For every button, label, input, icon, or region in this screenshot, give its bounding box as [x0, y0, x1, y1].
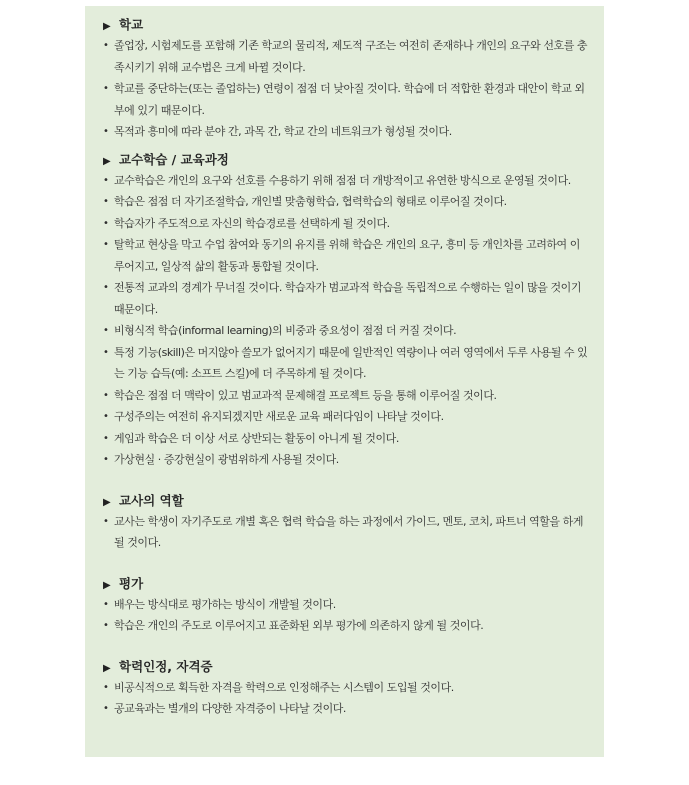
list-item: • 구성주의는 여전히 유지되겠지만 새로운 교육 패러다임이 나타날 것이다.	[103, 406, 590, 428]
item-list	[103, 170, 590, 471]
list-item: • 배우는 방식대로 평가하는 방식이 개발될 것이다.	[103, 594, 590, 616]
list-item: • 목적과 흥미에 따라 분야 간, 과목 간, 학교 간의 네트워크가 형성될 것이다.	[103, 121, 590, 143]
triangle-bullet-icon: ▶	[103, 155, 111, 167]
spacer	[103, 637, 590, 657]
item-list	[103, 35, 590, 143]
list-item: • 게임과 학습은 더 이상 서로 상반되는 활동이 아니게 될 것이다.	[103, 428, 590, 450]
list-item: • 교사는 학생이 자기주도로 개별 혹은 협력 학습을 하는 과정에서 가이드, 멘토, 코치, 파트너 역할을 하게 될 것이다.	[103, 511, 590, 554]
list-item: • 가상현실 · 증강현실이 광범위하게 사용될 것이다.	[103, 449, 590, 471]
triangle-bullet-icon: ▶	[103, 21, 111, 32]
list-item: • 학교를 중단하는(또는 졸업하는) 연령이 점점 더 낮아질 것이다. 학습에 더 적합한 환경과 대안이 학교 외부에 있기 때문이다.	[103, 78, 590, 121]
spacer	[103, 143, 590, 150]
section-title: 평가	[119, 575, 144, 591]
list-item: • 학습은 점점 더 맥락이 있고 범교과적 문제해결 프로젝트 등을 통해 이루어질 것이다.	[103, 385, 590, 407]
content-panel	[85, 6, 604, 757]
item-list	[103, 594, 590, 637]
list-item: • 학습은 개인의 주도로 이루어지고 표준화된 외부 평가에 의존하지 않게 될 것이다.	[103, 615, 590, 637]
section-teaching-curriculum	[103, 150, 590, 471]
section-heading	[103, 491, 590, 511]
section-heading	[103, 657, 590, 677]
list-item: • 전통적 교과의 경계가 무너질 것이다. 학습자가 범교과적 학습을 독립적으로 수행하는 일이 많을 것이기 때문이다.	[103, 277, 590, 320]
section-school	[103, 15, 590, 143]
section-title: 교수학습 / 교육과정	[119, 151, 229, 167]
list-item: • 탈학교 현상을 막고 수업 참여와 동기의 유지를 위해 학습은 개인의 요구, 흥미 등 개인차를 고려하여 이루어지고, 일상적 삶의 활동과 통합될 것이다.	[103, 234, 590, 277]
section-heading	[103, 150, 590, 170]
section-title: 학력인정, 자격증	[119, 658, 213, 674]
section-title: 교사의 역할	[119, 492, 184, 508]
list-item: • 교수학습은 개인의 요구와 선호를 수용하기 위해 점점 더 개방적이고 유연한 방식으로 운영될 것이다.	[103, 170, 590, 192]
section-teacher-role	[103, 491, 590, 554]
section-credentials	[103, 657, 590, 720]
item-list	[103, 677, 590, 720]
list-item: • 공교육과는 별개의 다양한 자격증이 나타날 것이다.	[103, 698, 590, 720]
section-heading	[103, 15, 590, 35]
section-heading	[103, 574, 590, 594]
list-item: • 특정 기능(skill)은 머지않아 쓸모가 없어지기 때문에 일반적인 역량이나 여러 영역에서 두루 사용될 수 있는 기능 습득(예: 소프트 스킬)에 더 주목하게 될 것이다.	[103, 342, 590, 385]
spacer	[103, 554, 590, 574]
item-list	[103, 511, 590, 554]
list-item: • 졸업장, 시험제도를 포함해 기존 학교의 물리적, 제도적 구조는 여전히 존재하나 개인의 요구와 선호를 충족시키기 위해 교수법은 크게 바뀔 것이다.	[103, 35, 590, 78]
list-item: • 학습은 점점 더 자기조절학습, 개인별 맞춤형학습, 협력학습의 형태로 이루어질 것이다.	[103, 191, 590, 213]
triangle-bullet-icon: ▶	[103, 579, 111, 591]
list-item: • 비형식적 학습(informal learning)의 비중과 중요성이 점점 더 커질 것이다.	[103, 320, 590, 342]
triangle-bullet-icon: ▶	[103, 662, 111, 674]
section-title: 학교	[119, 17, 144, 32]
section-assessment	[103, 574, 590, 637]
list-item: • 비공식적으로 획득한 자격을 학력으로 인정해주는 시스템이 도입될 것이다.	[103, 677, 590, 699]
triangle-bullet-icon: ▶	[103, 496, 111, 508]
spacer	[103, 471, 590, 491]
list-item: • 학습자가 주도적으로 자신의 학습경로를 선택하게 될 것이다.	[103, 213, 590, 235]
